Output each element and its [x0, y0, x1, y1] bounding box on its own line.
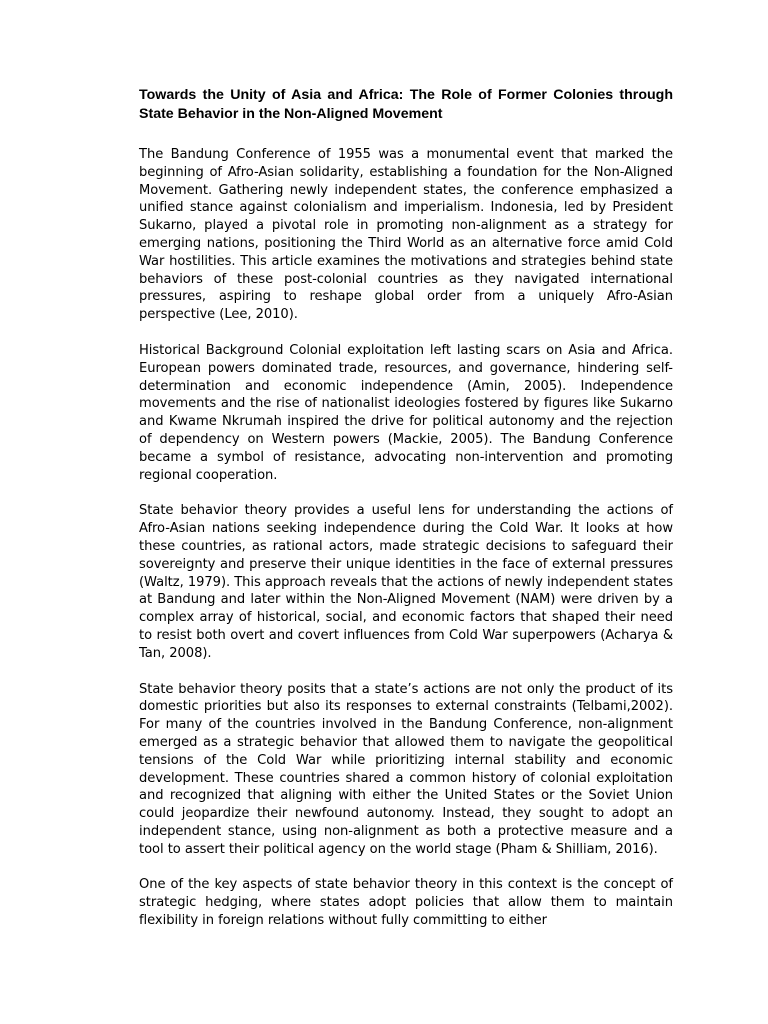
- paragraph-bandung-intro: The Bandung Conference of 1955 was a monumental event that marked the beginning of Afro-Asian solidarity, establishing a foundation for the Non-Aligned Movement. Gathering newly independent states, the conference emphasized a unified stance against colonialism and imperialism. Indonesia, led by President Sukarno, played a pivotal role in promoting non-alignment as a strategy for emerging nations, positioning the Third World as an alternative force amid Cold War hostilities. This article examines the motivations and strategies behind state behaviors of these post-colonial countries as they navigated international pressures, aspiring to reshape global order from a uniquely Afro-Asian perspective (Lee, 2010).: [139, 147, 673, 323]
- document-page: [139, 86, 673, 948]
- document-title: Towards the Unity of Asia and Africa: The Role of Former Colonies through State Behavior in the Non-Aligned Movement: [139, 87, 673, 122]
- paragraph-historical-background: Historical Background Colonial exploitation left lasting scars on Asia and Africa. European powers dominated trade, resources, and governance, hindering self-determination and economic independence (Amin, 2005). Independence movements and the rise of nationalist ideologies fostered by figures like Sukarno and Kwame Nkrumah inspired the drive for political autonomy and the rejection of dependency on Western powers (Mackie, 2005). The Bandung Conference became a symbol of resistance, advocating non-intervention and promoting regional cooperation.: [139, 342, 673, 483]
- paragraph-state-behavior-lens: State behavior theory provides a useful lens for understanding the actions of Afro-Asian nations seeking independence during the Cold War. It looks at how these countries, as rational actors, made strategic decisions to safeguard their sovereignty and preserve their unique identities in the face of external pressures (Waltz, 1979). This approach reveals that the actions of newly independent states at Bandung and later within the Non-Aligned Movement (NAM) were driven by a complex array of historical, social, and economic factors that shaped their need to resist both overt and covert influences from Cold War superpowers (Acharya & Tan, 2008).: [139, 503, 673, 661]
- paragraph-strategic-hedging: One of the key aspects of state behavior theory in this context is the concept of strategic hedging, where states adopt policies that allow them to maintain flexibility in foreign relations without fully committing to either: [139, 877, 673, 929]
- paragraph-state-behavior-posits: State behavior theory posits that a state’s actions are not only the product of its domestic priorities but also its responses to external constraints (Telbami,2002). For many of the countries involved in the Bandung Conference, non-alignment emerged as a strategic behavior that allowed them to navigate the geopolitical tensions of the Cold War while prioritizing internal stability and economic development. These countries shared a common history of colonial exploitation and recognized that aligning with either the United States or the Soviet Union could jeopardize their newfound autonomy. Instead, they sought to adopt an independent stance, using non-alignment as both a protective measure and a tool to assert their political agency on the world stage (Pham & Shilliam, 2016).: [139, 681, 673, 857]
